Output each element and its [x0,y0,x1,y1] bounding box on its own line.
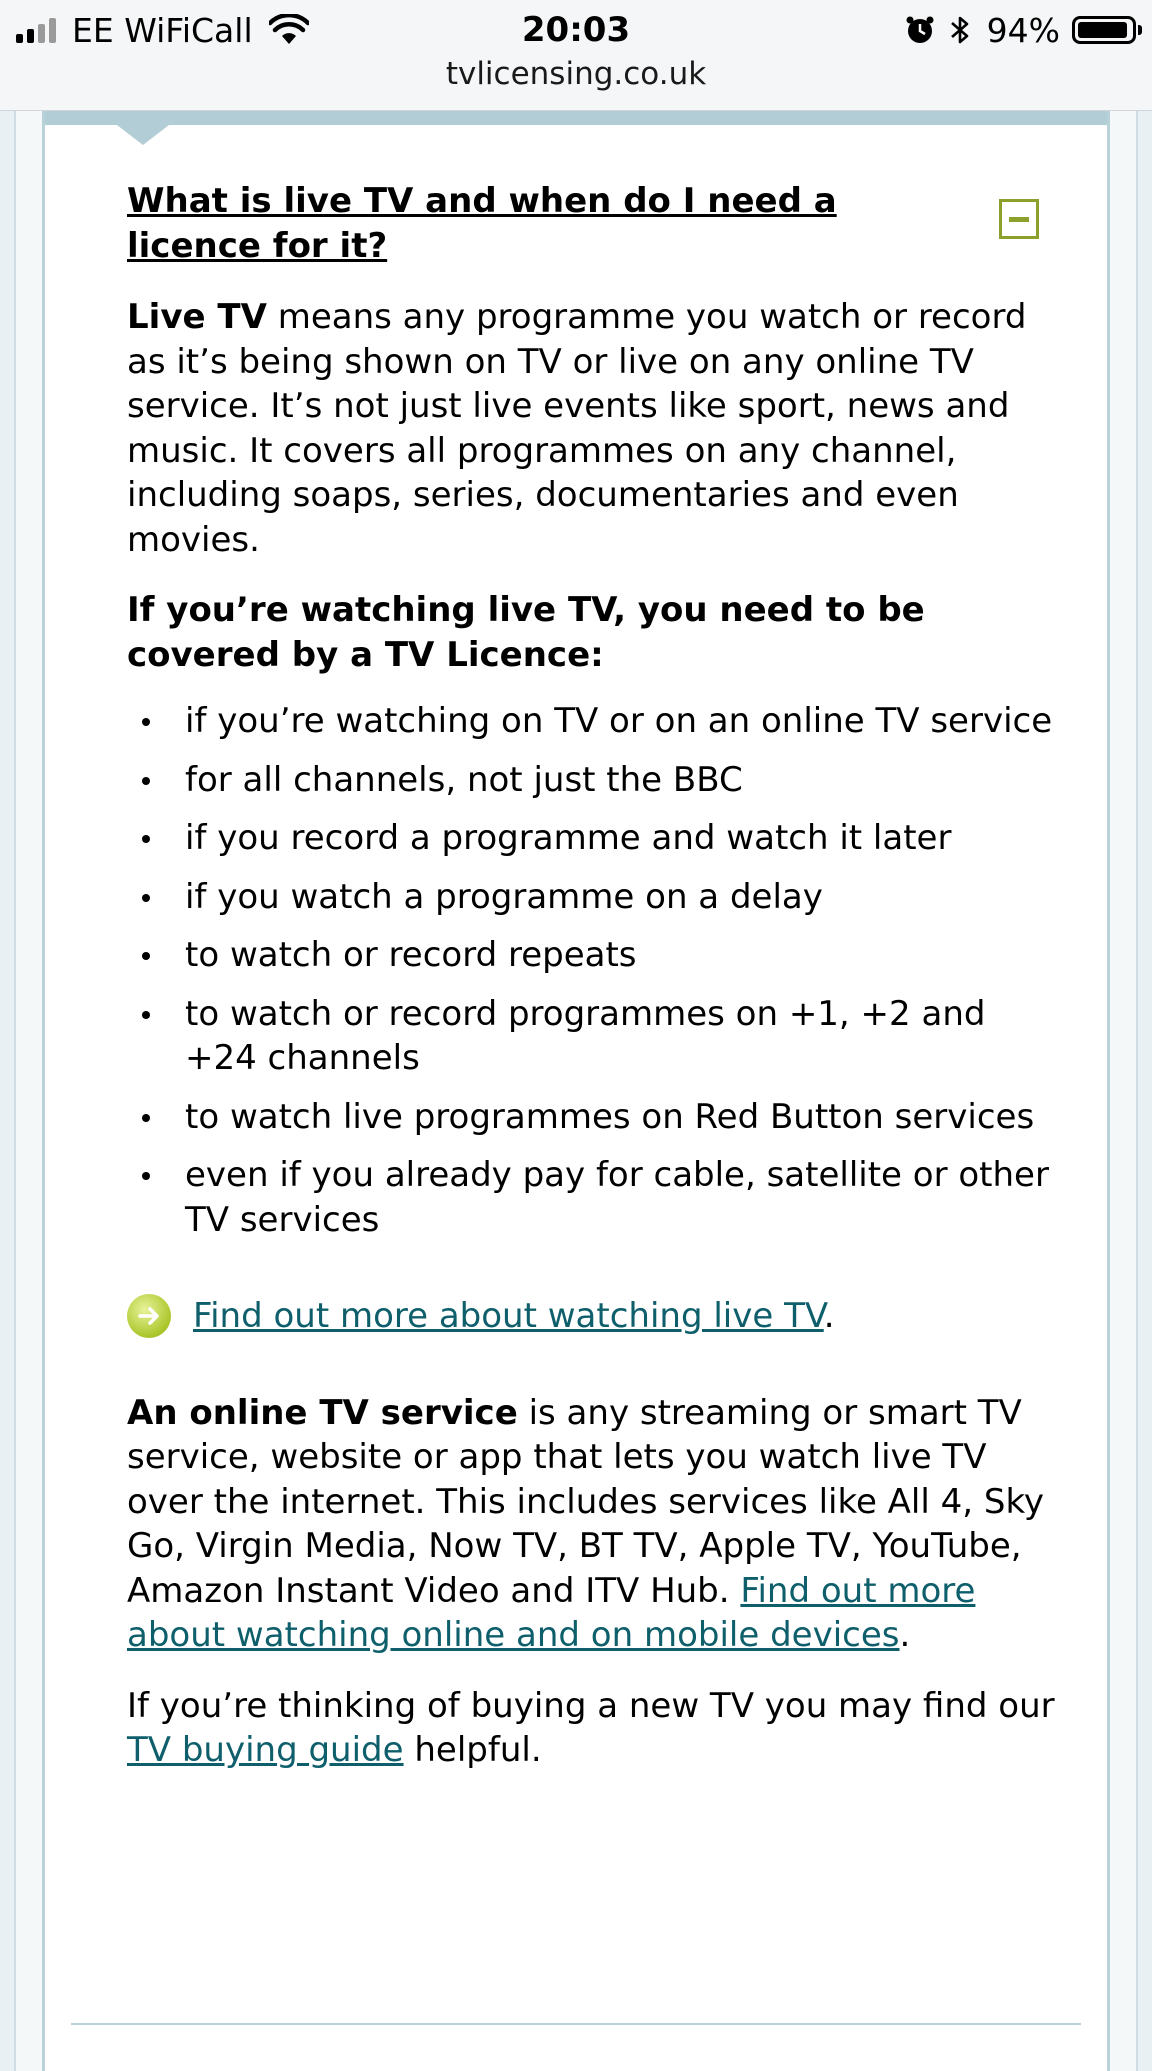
list-item-text: to watch or record programmes on +1, +2 and +24 channels [185,993,986,1078]
online-tv-description: is any streaming or smart TV service, website or app that lets you watch live TV over the internet. This includes services like All 4, Sky Go, Virgin Media, Now TV, BT TV, Apple TV, YouTube, Amazon Instant Video and ITV Hub. [127,1392,1045,1611]
list-item-text: for all channels, not just the BBC [185,759,743,800]
battery-percent: 94% [986,10,1060,50]
bullet-icon [142,894,150,902]
list-item [127,875,1067,920]
live-tv-term: Live TV [127,297,267,337]
accordion-header[interactable] [127,179,1067,269]
bullet-icon [142,1114,150,1122]
list-item [127,816,1067,861]
carrier-name: EE WiFiCall [72,10,253,50]
list-item [127,699,1067,744]
panel-notch [117,125,169,145]
bullet-icon [142,718,150,726]
find-more-live-tv-link[interactable]: Find out more about watching live TV [193,1296,824,1336]
live-tv-definition [127,295,1067,562]
battery-icon [1072,16,1136,44]
find-more-live-tv [127,1294,1067,1339]
collapse-minus-icon[interactable] [999,199,1039,239]
list-item-text: to watch live programmes on Red Button services [185,1096,1035,1137]
online-tv-definition [127,1391,1067,1658]
accordion-content [127,179,1067,1773]
accordion-question[interactable]: What is live TV and when do I need a licence for it? [127,181,837,266]
accordion-panel [42,111,1110,2071]
alarm-icon [905,15,935,45]
online-tv-term: An online TV service [127,1392,518,1433]
buying-guide-text-before: If you’re thinking of buying a new TV you may find our [127,1685,1055,1726]
bluetooth-icon [949,14,971,46]
list-item [127,992,1067,1081]
bullet-icon [142,952,150,960]
live-tv-description: means any programme you watch or record as it’s being shown on TV or live on any online TV service. It’s not just live events like sport, news and music. It covers all programmes on any channel, including soaps, series, documentaries and even movies. [127,297,1027,560]
clock: 20:03 [521,10,631,50]
arrow-right-circle-icon[interactable] [127,1294,171,1338]
address-bar-url[interactable]: tvlicensing.co.uk [445,56,707,92]
status-bar [0,0,1152,111]
battery-fill [1078,22,1127,38]
list-item-text: to watch or record repeats [185,935,637,975]
buying-guide-paragraph [127,1684,1067,1773]
licence-subheading: If you’re watching live TV, you need to be covered by a TV Licence: [127,590,925,675]
buying-guide-text-after: helpful. [403,1730,542,1770]
list-item-text: if you record a programme and watch it later [185,818,952,858]
bullet-icon [142,1011,150,1019]
list-item-text: if you’re watching on TV or on an online TV service [185,701,1053,741]
section-divider [71,2023,1081,2025]
bullet-icon [142,1172,150,1180]
punctuation: . [823,1296,835,1336]
punctuation: . [899,1615,911,1655]
status-right [905,8,1136,52]
list-item-text: if you watch a programme on a delay [185,876,823,917]
find-more-live-tv-text [193,1294,835,1339]
list-item [127,1153,1067,1242]
list-item-text: even if you already pay for cable, satellite or other TV services [185,1155,1049,1240]
bullet-icon [142,777,150,785]
bullet-icon [142,835,150,843]
online-devices-link[interactable]: Find out more about watching online and on mobile devices [127,1570,976,1655]
tv-buying-guide-link[interactable]: TV buying guide [127,1730,404,1770]
panel-top-border [45,111,1107,125]
list-item [127,1095,1067,1140]
list-item [127,758,1067,803]
licence-conditions-list [127,699,1067,1242]
list-item [127,933,1067,978]
